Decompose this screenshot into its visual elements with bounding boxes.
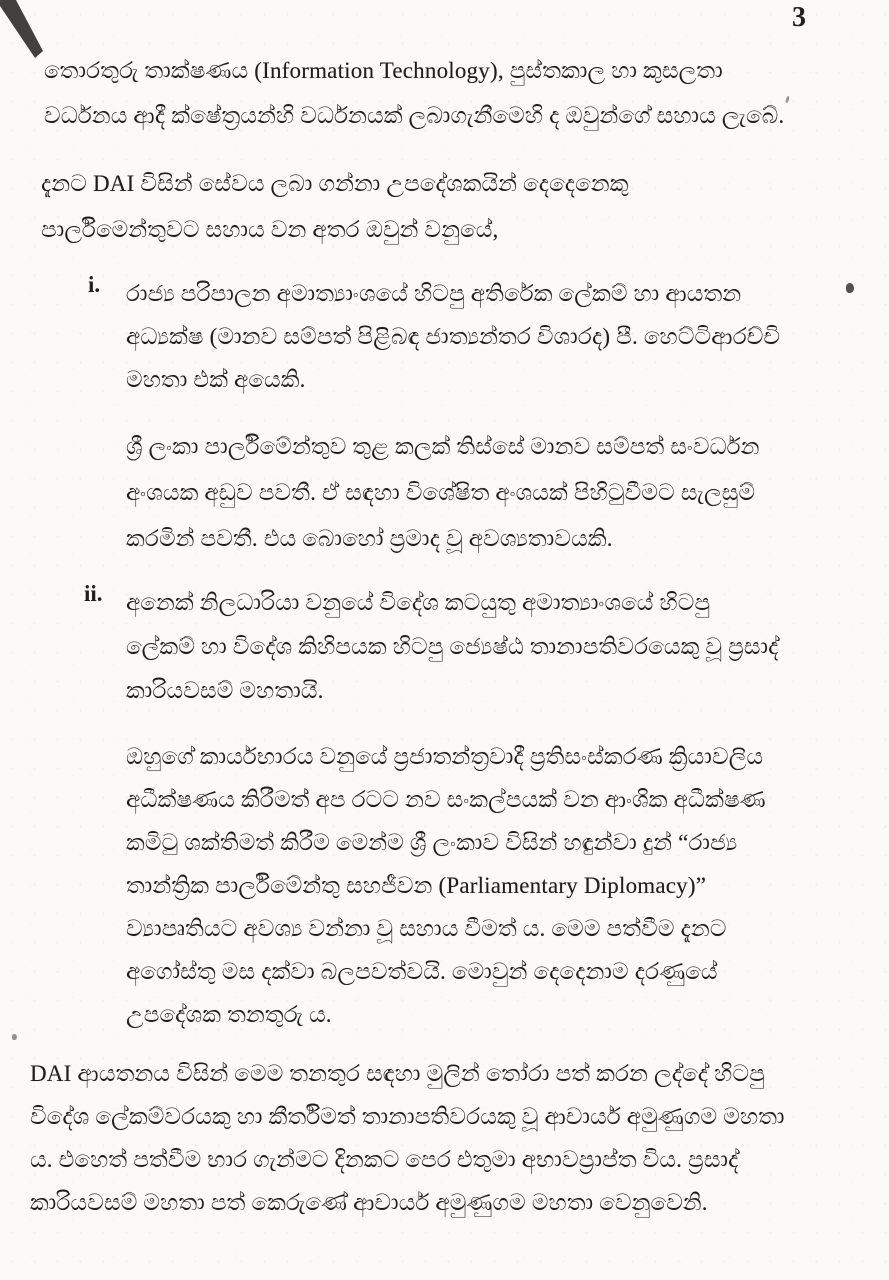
list-item-i <box>126 272 780 401</box>
ink-speck <box>785 96 790 104</box>
list-item-ii-line: කාරියවසම් මහතායි. <box>126 678 324 703</box>
paragraph-hr-division-line: කරමින් පවතී. එය බොහෝ ප්‍රමාද වූ අවශ්‍යතාවයකි. <box>126 526 613 551</box>
paragraph-dai-advisors-line: පාර්ලිමෙන්තුවට සහාය වන අතර ඔවුන් වනුයේ, <box>41 217 499 242</box>
paragraph-closing <box>30 1052 785 1224</box>
paragraph-hr-division <box>126 424 760 562</box>
list-item-ii <box>126 581 779 713</box>
paragraph-closing-line: ය. එහෙත් පත්වීම භාර ගැන්මට දිනකට පෙර එතුමා අභාවප්‍රාප්ත විය. ප්‍රසාද් <box>30 1147 739 1172</box>
page-number: 3 <box>792 2 807 33</box>
paragraph-hr-division-line: අංශයක අඩුව පවතී. ඒ සඳහා විශේෂිත අංශයක් පිහිටුවීමට සැලසුම් <box>126 480 756 505</box>
paragraph-intro <box>44 48 784 138</box>
list-item-ii-line: ලේකම් හා විදේශ කිහිපයක හිටපු ජ්‍යෙෂ්ඨ තානාපතිවරයෙකු වූ ප්‍රසාද් <box>126 634 779 659</box>
paragraph-dai-advisors-line: දැනට DAI විසින් සේවය ලබා ගන්නා උපදේශකයින් දෙදෙනෙකු <box>41 171 629 196</box>
paragraph-role-description-line: අගෝස්තු මස දක්වා බලපවත්වයි. මොවුන් දෙදෙනාම දරණුයේ <box>126 959 718 984</box>
list-item-ii-line: අනෙක් නිලධාරියා වනුයේ විදේශ කටයුතු අමාත්‍යාංශයේ හිටපු <box>126 590 711 615</box>
paragraph-intro-line: තොරතුරු තාක්ෂණය (Information Technology), පුස්තකාල හා කුසලතා <box>44 58 723 83</box>
paragraph-role-description-line: තාන්ත්‍රික පාර්ලිමේන්තු සහජීවන (Parliamentary Diplomacy)” <box>126 873 707 898</box>
paragraph-closing-line: විදේශ ලේකම්වරයකු හා කීර්තිමත් තානාපතිවරයකු වූ ආචාර්ය අමුණුගම මහතා <box>30 1104 785 1129</box>
paragraph-role-description <box>126 735 766 1036</box>
ink-speck <box>12 1034 17 1040</box>
paragraph-role-description-line: අධීක්ෂණය කිරීමත් අප රටට නව සංකල්පයක් වන ආංශික අධීක්ෂණ <box>126 787 766 812</box>
ink-speck <box>846 283 854 293</box>
paragraph-role-description-line: උපදේශක තනතුරු ය. <box>126 1002 332 1027</box>
paragraph-role-description-line: ව්‍යාපෘතියට අවශ්‍ය වන්නා වූ සහාය වීමත් ය. මෙම පත්වීම දැනට <box>126 916 727 941</box>
list-marker-i: i. <box>88 272 101 297</box>
paragraph-intro-line: වර්ධනය ආදී ක්ෂේත්‍රයන්හි වර්ධනයක් ලබාගැනීමෙහි ද ඔවුන්ගේ සහාය ලැබේ. <box>44 103 785 128</box>
paragraph-hr-division-line: ශ්‍රී ලංකා පාර්ලිමේන්තුව තුළ කලක් තිස්සේ මානව සම්පත් සංවර්ධන <box>126 434 760 459</box>
paragraph-role-description-line: ඔහුගේ කාර්යභාරය වනුයේ ප්‍රජාතන්ත්‍රවාදී ප්‍රතිසංස්කරණ ක්‍රියාවලිය <box>126 744 764 769</box>
list-item-i-line: මහතා එක් අයෙකි. <box>126 367 306 392</box>
paragraph-dai-advisors <box>41 161 629 253</box>
paragraph-closing-line: කාරියවසම් මහතා පත් කෙරුණේ ආචාර්ය අමුණුගම මහතා වෙනුවෙනි. <box>30 1190 708 1215</box>
list-item-i-line: අධ්‍යක්ෂ (මානව සම්පත් පිළිබඳ ජාත්‍යන්තර විශාරද) පී. හෙට්ටිආරච්චි <box>126 324 781 349</box>
paragraph-closing-line: DAI ආයතනය විසින් මෙම තනතුර සඳහා මුලින් තෝරා පත් කරන ලද්දේ හිටපු <box>30 1061 765 1086</box>
list-item-i-line: රාජ්‍ය පරිපාලන අමාත්‍යාංශයේ හිටපු අතිරේක ලේකම් හා ආයතන <box>126 281 742 306</box>
list-marker-ii: ii. <box>84 581 103 606</box>
paragraph-role-description-line: කමිටු ශක්තිමත් කිරීම මෙන්ම ශ්‍රී ලංකාව විසින් හඳුන්වා දුන් “රාජ්‍ය <box>126 830 738 855</box>
